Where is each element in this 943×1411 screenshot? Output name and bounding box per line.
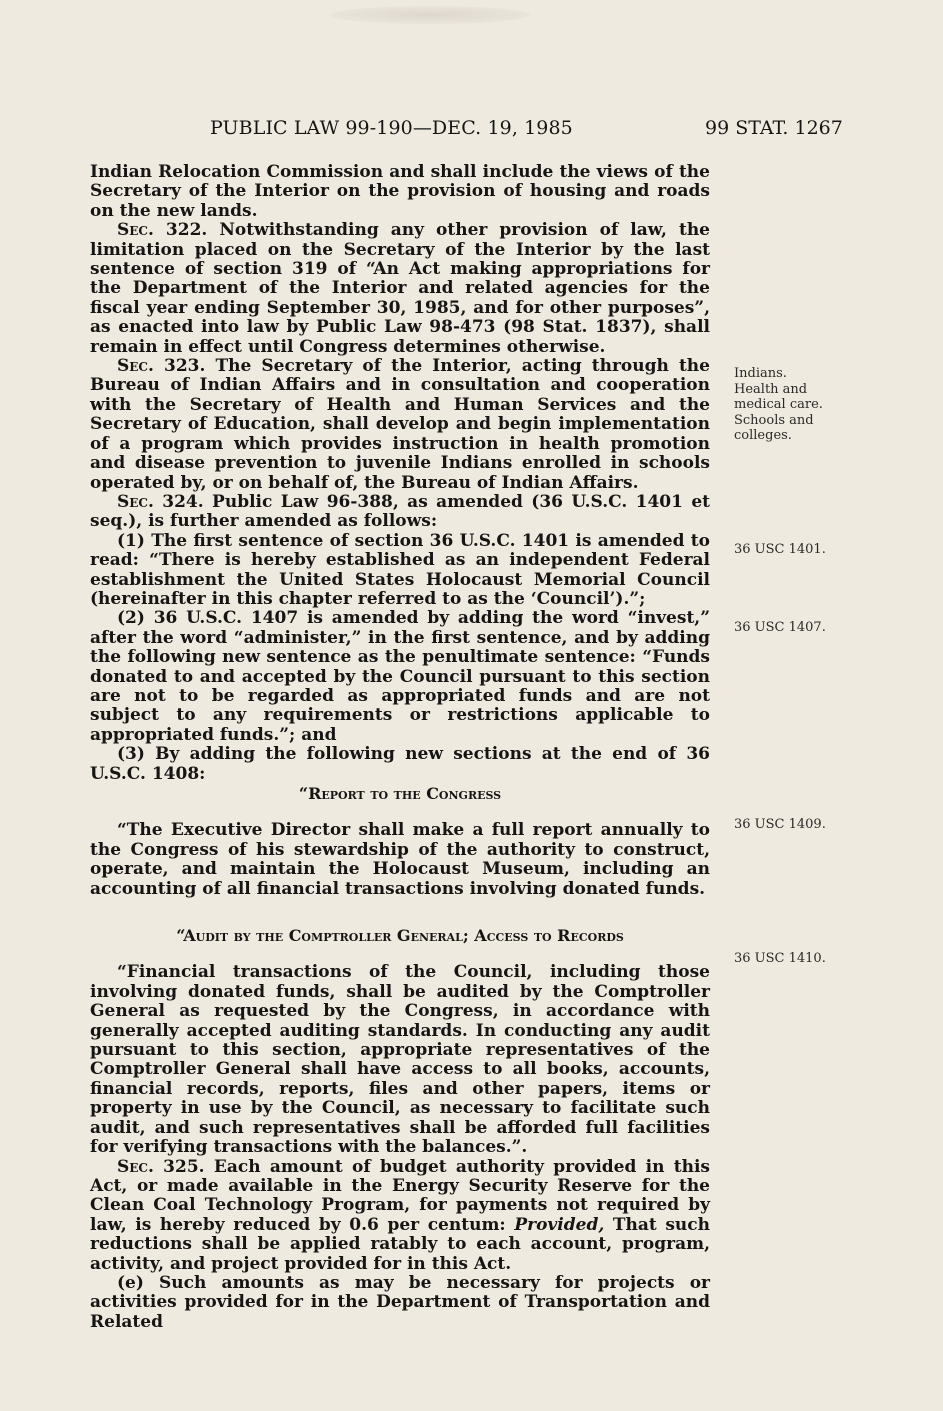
sec-label: Sec. (117, 1156, 154, 1177)
margin-note-line: Indians. (734, 366, 787, 381)
sec-323-text: 323. The Secretary of the Interior, acting through the Bureau of Indian Affairs and in consultation and cooperation with the Secretary of Health and Human Services and the Secretary of Education, shall develop and begin implementation of a program which provides instruction in health promotion and disease prevention to juvenile Indians enrolled in schools operated by, or on behalf of, the Bureau of Indian Affairs. (90, 356, 710, 493)
statute-page-number: 99 STAT. 1267 (705, 117, 843, 139)
sec-325-text-b: That such reductions shall be applied ratably to each account, program, activity, and project provided for in this Act. (90, 1214, 711, 1274)
paper-stain (330, 6, 530, 24)
margin-note-line: medical care. (734, 397, 823, 412)
paragraph-sec-323 (90, 357, 710, 493)
page-running-title: PUBLIC LAW 99-190—DEC. 19, 1985 (210, 117, 573, 139)
paragraph-item-2: (2) 36 U.S.C. 1407 is amended by adding the word “invest,” after the word “administer,” in the first sentence, and by adding the following new sentence as the penultimate sentence: “Funds donated to and accepted by the Council pursuant to this section are not to be regarded as appropriated funds and are not subject to any requirements or restrictions applicable to appropriated funds.”; and (90, 608, 710, 745)
paragraph-sec-322 (90, 221, 710, 357)
sec-325-text-a: 325. Each amount of budget authority provided in this Act, or made available in the Energy Security Reserve for the Clean Coal Technology Program, for payments not required by law, is hereby reduced by 0.6 per centum: (90, 1156, 710, 1235)
paragraph-item-1: (1) The first sentence of section 36 U.S.C. 1401 is amended to read: “There is hereby established as an independent Federal establishment the United States Holocaust Memorial Council (hereinafter in this chapter referred to as the ‘Council’).”; (90, 530, 710, 609)
paragraph-audit: “Financial transactions of the Council, including those involving donated funds, shall be audited by the Comptroller General as requested by the Congress, in accordance with generally accepted auditing standards. In conducting any audit pursuant to this section, appropriate representatives of the Comptroller General shall have access to all books, accounts, financial records, reports, files and other papers, items or property in use by the Council, as necessary to facilitate such audit, and such representatives shall be afforded full facilities for verifying transactions with the balances.”. (90, 962, 710, 1158)
paragraph-item-3: (3) By adding the following new sections at the end of 36 U.S.C. 1408: (90, 744, 710, 784)
margin-note-usc-1407: 36 USC 1407. (734, 620, 826, 635)
heading-report-to-congress: “Report to the Congress (298, 784, 502, 803)
paragraph-sec-325 (90, 1158, 710, 1274)
paragraph-continuation: Indian Relocation Commission and shall include the views of the Secretary of the Interior on the provision of housing and roads on the new lands. (90, 162, 710, 221)
margin-note-indians (734, 366, 823, 444)
heading-audit: “Audit by the Comptroller General; Access to Records (176, 926, 624, 946)
sec-322-text: 322. Notwithstanding any other provision of law, the limitation placed on the Secretary of the Interior by the last sentence of section 319 of “An Act making appropriations for the Department of the Interior and related agencies for the fiscal year ending September 30, 1985, and for other purposes”, as enacted into law by Public Law 98-473 (98 Stat. 1837), shall remain in effect until Congress determines otherwise. (90, 220, 710, 357)
main-text-column (90, 163, 710, 1332)
margin-note-line: colleges. (734, 428, 792, 443)
margin-note-usc-1410: 36 USC 1410. (734, 951, 826, 966)
margin-note-usc-1409: 36 USC 1409. (734, 817, 826, 832)
margin-note-usc-1401: 36 USC 1401. (734, 542, 826, 557)
margin-note-line: Schools and (734, 412, 814, 428)
sec-324-text: 324. Public Law 96-388, as amended (36 U.S.C. 1401 et seq.), is further amended as follows: (90, 491, 710, 532)
paragraph-sec-324 (90, 493, 710, 532)
sec-label: Sec. (117, 356, 154, 377)
sec-label: Sec. (117, 220, 154, 241)
sec-label: Sec. (117, 491, 154, 512)
paragraph-item-e: (e) Such amounts as may be necessary for projects or activities provided for in the Department of Transportation and Related (90, 1272, 710, 1332)
margin-note-line: Health and (734, 381, 808, 397)
paragraph-report: “The Executive Director shall make a full report annually to the Congress of his stewardship of the authority to construct, operate, and maintain the Holocaust Museum, including an accounting of all financial transactions involving donated funds. (90, 820, 710, 899)
sec-325-proviso: Provided, (514, 1214, 605, 1235)
